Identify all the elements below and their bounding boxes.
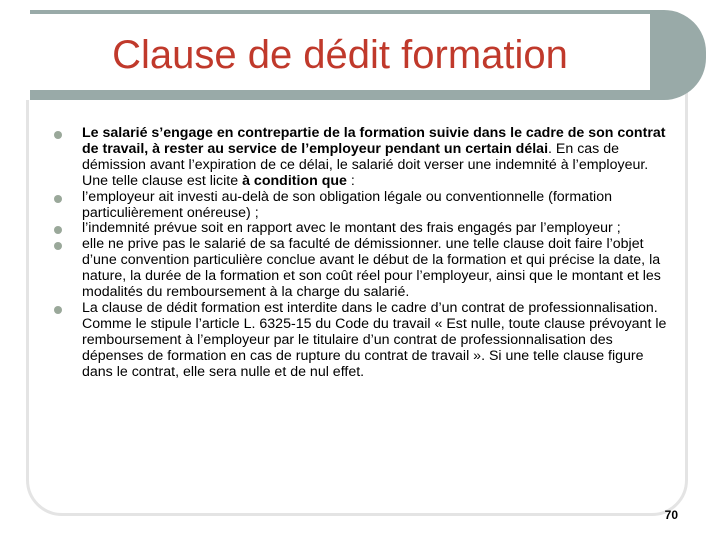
bullet-item — [60, 237, 670, 301]
bullet-item — [60, 221, 670, 237]
bullet-dot-icon — [54, 242, 62, 250]
bullet-text: La clause de dédit formation est interdite dans le cadre d’un contrat de professionnalisation. Comme le stipule l’article L. 6325-15 du Code du travail « Est nulle, toute clause prévoyant le remboursement à l’employeur par le titulaire d’un contrat de professionnalisation des dépenses de formation en cas de rupture du contrat de travail ». Si une telle clause figure dans le contrat, elle sera nulle et de nul effet. — [82, 299, 667, 380]
bullet-bold-mid: à condition que — [242, 172, 347, 189]
bullet-text: . En cas de démission avant l’expiration de ce délai, le salarié doit verser une indemnité à l’employeur. Une telle clause est licite — [82, 140, 649, 189]
bullet-text: l’employeur ait investi au-delà de son obligation légale ou conventionnelle (formation particulièrement onéreuse) ; — [82, 188, 612, 221]
bullet-text: l’indemnité prévue soit en rapport avec le montant des frais engagés par l’employeur ; — [82, 220, 621, 237]
bullet-dot-icon — [54, 306, 62, 314]
bullet-item — [60, 190, 670, 222]
bullet-item — [60, 126, 670, 190]
bullet-list — [60, 126, 670, 381]
bullet-text: elle ne prive pas le salarié de sa faculté de démissionner. une telle clause doit faire l’objet d’une convention particulière conclue avant le début de la formation et qui précise la date, la nature, la durée de la formation et son coût réel pour l’employeur, ainsi que le montant et les modalités du remboursement à la charge du salarié. — [82, 236, 661, 301]
slide-title: Clause de dédit formation — [112, 33, 568, 77]
page-number: 70 — [664, 508, 678, 522]
bullet-item — [60, 301, 670, 381]
bullet-dot-icon — [54, 131, 62, 139]
bullet-dot-icon — [54, 195, 62, 203]
bullet-text-end: : — [346, 172, 355, 189]
slide-content — [60, 126, 670, 381]
bullet-bold-lead: Le salarié s’engage en contrepartie de la formation suivie dans le cadre de son contrat de travail, à rester au service de l’employeur pendant un certain délai — [82, 125, 666, 157]
title-bar-left-cut — [14, 10, 30, 100]
bullet-dot-icon — [54, 226, 62, 234]
